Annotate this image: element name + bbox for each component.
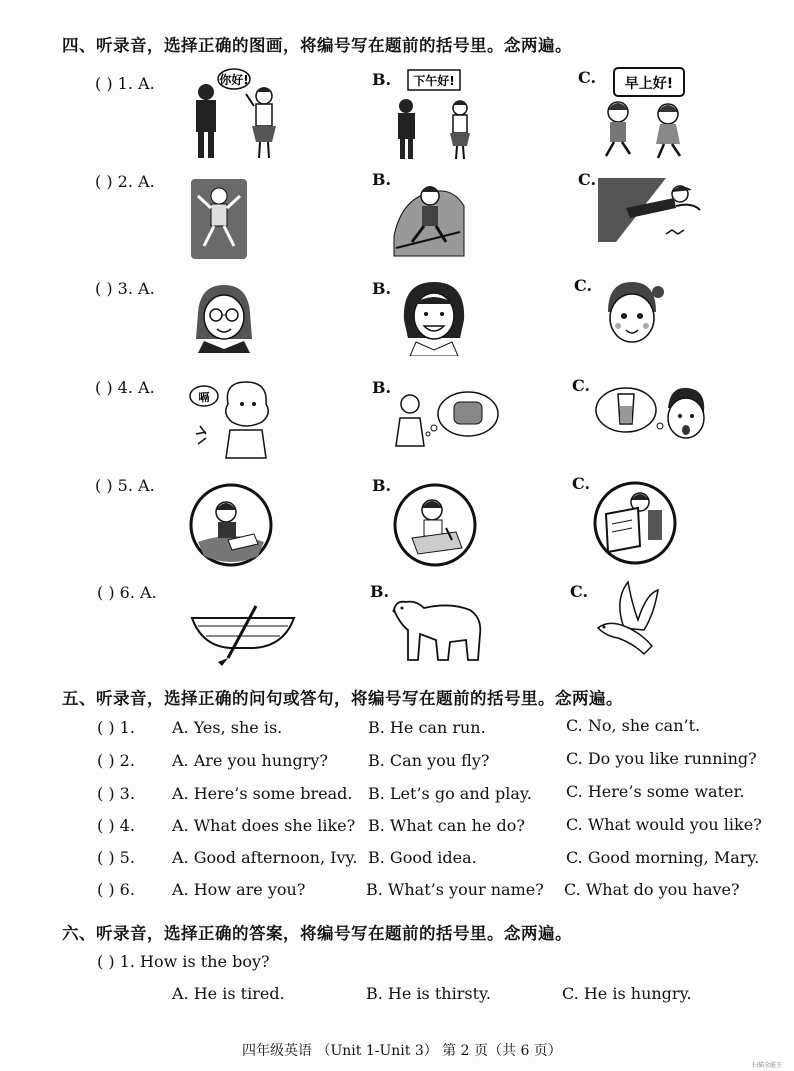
q5-4-prefix: ( ) 4. <box>97 816 135 835</box>
q5-4-option-c: C. What would you like? <box>566 815 762 834</box>
man-thinking-of-bread-figure <box>388 388 500 450</box>
section-6-heading: 六、听录音，选择正确的答案，将编号写在题前的括号里。念两遍。 <box>62 924 572 943</box>
q5-4-option-b: B. What can he do? <box>368 816 525 835</box>
jumping-child-figure <box>190 178 248 260</box>
section-4-heading: 四、听录音，选择正确的图画，将编号写在题前的括号里。念两遍。 <box>62 36 572 55</box>
polar-bear-figure <box>390 594 486 664</box>
picture-girl-face[interactable] <box>598 278 666 352</box>
flying-child-figure <box>596 172 706 250</box>
q5-4-option-a: A. What does she like? <box>172 816 356 835</box>
page-footer: 四年级英语 （Unit 1-Unit 3） 第 2 页（共 6 页） <box>242 1043 562 1059</box>
flying-dove-figure <box>594 580 662 660</box>
boy-holding-book-circle-figure <box>592 480 678 566</box>
q5-1-option-b: B. He can run. <box>368 718 486 737</box>
q5-1-option-a: A. Yes, she is. <box>172 718 283 737</box>
skating-child-figure <box>390 176 468 260</box>
q4-6-prefix: ( ) 6. A. <box>97 583 157 602</box>
picture-child-hiccup[interactable] <box>188 378 278 460</box>
picture-dove[interactable] <box>594 580 662 660</box>
picture-polar-bear[interactable] <box>390 594 486 664</box>
q5-6-option-c: C. What do you have? <box>564 880 740 899</box>
reading-girl-circle-figure <box>188 482 274 568</box>
q6-1-option-c: C. He is hungry. <box>562 984 692 1003</box>
girl-with-ponytail-figure <box>598 278 666 352</box>
q5-1-option-c: C. No, she can’t. <box>566 716 701 735</box>
q4-1-prefix: ( ) 1. A. <box>95 74 155 93</box>
q5-5-option-b: B. Good idea. <box>368 848 477 867</box>
q4-3-prefix: ( ) 3. A. <box>95 279 155 298</box>
picture-child-flying[interactable] <box>596 172 706 250</box>
q5-2-prefix: ( ) 2. <box>97 751 135 770</box>
q6-1-question: ( ) 1. How is the boy? <box>97 952 270 971</box>
girl-thinking-of-water-figure <box>594 380 710 458</box>
q4-2-prefix: ( ) 2. A. <box>95 172 155 191</box>
smiling-woman-figure <box>398 280 470 356</box>
q4-5-label-b: B. <box>372 476 392 495</box>
q4-5-prefix: ( ) 5. A. <box>95 476 155 495</box>
rowing-boat-figure <box>188 604 298 668</box>
q5-6-option-a: A. How are you? <box>172 880 306 899</box>
q4-1-label-c: C. <box>578 68 597 87</box>
bubble-hello-text: 你好! <box>219 73 249 87</box>
picture-girl-reading-book[interactable] <box>188 482 274 568</box>
q5-1-prefix: ( ) 1. <box>97 718 135 737</box>
bubble-afternoon-text: 下午好! <box>413 74 455 88</box>
picture-girl-thinking-water[interactable] <box>594 380 710 458</box>
q4-2-label-b: B. <box>372 170 392 189</box>
picture-boy-holding-book[interactable] <box>592 480 678 566</box>
hiccuping-child-figure <box>188 378 278 460</box>
q5-3-prefix: ( ) 3. <box>97 784 135 803</box>
q4-4-prefix: ( ) 4. A. <box>95 378 155 397</box>
section-5-heading: 五、听录音，选择正确的问句或答句，将编号写在题前的括号里。念两遍。 <box>62 689 623 708</box>
q5-2-option-b: B. Can you fly? <box>368 751 490 770</box>
q5-6-option-b: B. What’s your name? <box>366 880 544 899</box>
q6-1-option-a: A. He is tired. <box>172 984 285 1003</box>
q4-3-label-b: B. <box>372 279 392 298</box>
q5-2-option-c: C. Do you like running? <box>566 749 757 768</box>
q4-5-label-c: C. <box>572 474 591 493</box>
q4-2-label-c: C. <box>578 170 597 189</box>
two-children-afternoon-figure <box>390 66 480 162</box>
q5-5-prefix: ( ) 5. <box>97 848 135 867</box>
q4-6-label-b: B. <box>370 582 390 601</box>
picture-child-jumping[interactable] <box>190 178 248 260</box>
q5-3-option-b: B. Let’s go and play. <box>368 784 532 803</box>
q5-3-option-c: C. Here’s some water. <box>566 782 745 801</box>
picture-man-thinking-bread[interactable] <box>388 388 500 450</box>
q5-2-option-a: A. Are you hungry? <box>172 751 328 770</box>
picture-greeting-hello[interactable] <box>186 66 296 162</box>
picture-greeting-afternoon[interactable] <box>390 66 480 162</box>
q5-6-prefix: ( ) 6. <box>97 880 135 899</box>
bubble-hiccup-text: 嗝 <box>198 391 210 404</box>
q4-4-label-c: C. <box>572 376 591 395</box>
picture-grandma-face[interactable] <box>190 283 258 353</box>
q4-1-label-b: B. <box>372 70 392 89</box>
picture-boat[interactable] <box>188 604 298 668</box>
bubble-morning-text: 早上好! <box>624 76 674 92</box>
q4-3-label-c: C. <box>574 276 593 295</box>
picture-mother-face[interactable] <box>398 280 470 356</box>
q4-6-label-c: C. <box>570 582 589 601</box>
q4-4-label-b: B. <box>372 378 392 397</box>
woman-with-glasses-figure <box>190 283 258 353</box>
picture-boy-drawing[interactable] <box>392 482 478 568</box>
scanner-watermark-text: 扫描全能王 <box>752 1062 783 1069</box>
q5-5-option-a: A. Good afternoon, Ivy. <box>172 848 358 867</box>
q5-3-option-a: A. Here’s some bread. <box>172 784 353 803</box>
two-children-greeting-figure <box>186 66 296 162</box>
q5-5-option-c: C. Good morning, Mary. <box>566 848 760 867</box>
scanner-watermark <box>752 1060 782 1069</box>
picture-child-skating[interactable] <box>390 176 468 260</box>
q6-1-option-b: B. He is thirsty. <box>366 984 491 1003</box>
picture-greeting-morning[interactable] <box>596 66 696 162</box>
drawing-boy-circle-figure <box>392 482 478 568</box>
children-running-morning-figure <box>596 66 696 162</box>
